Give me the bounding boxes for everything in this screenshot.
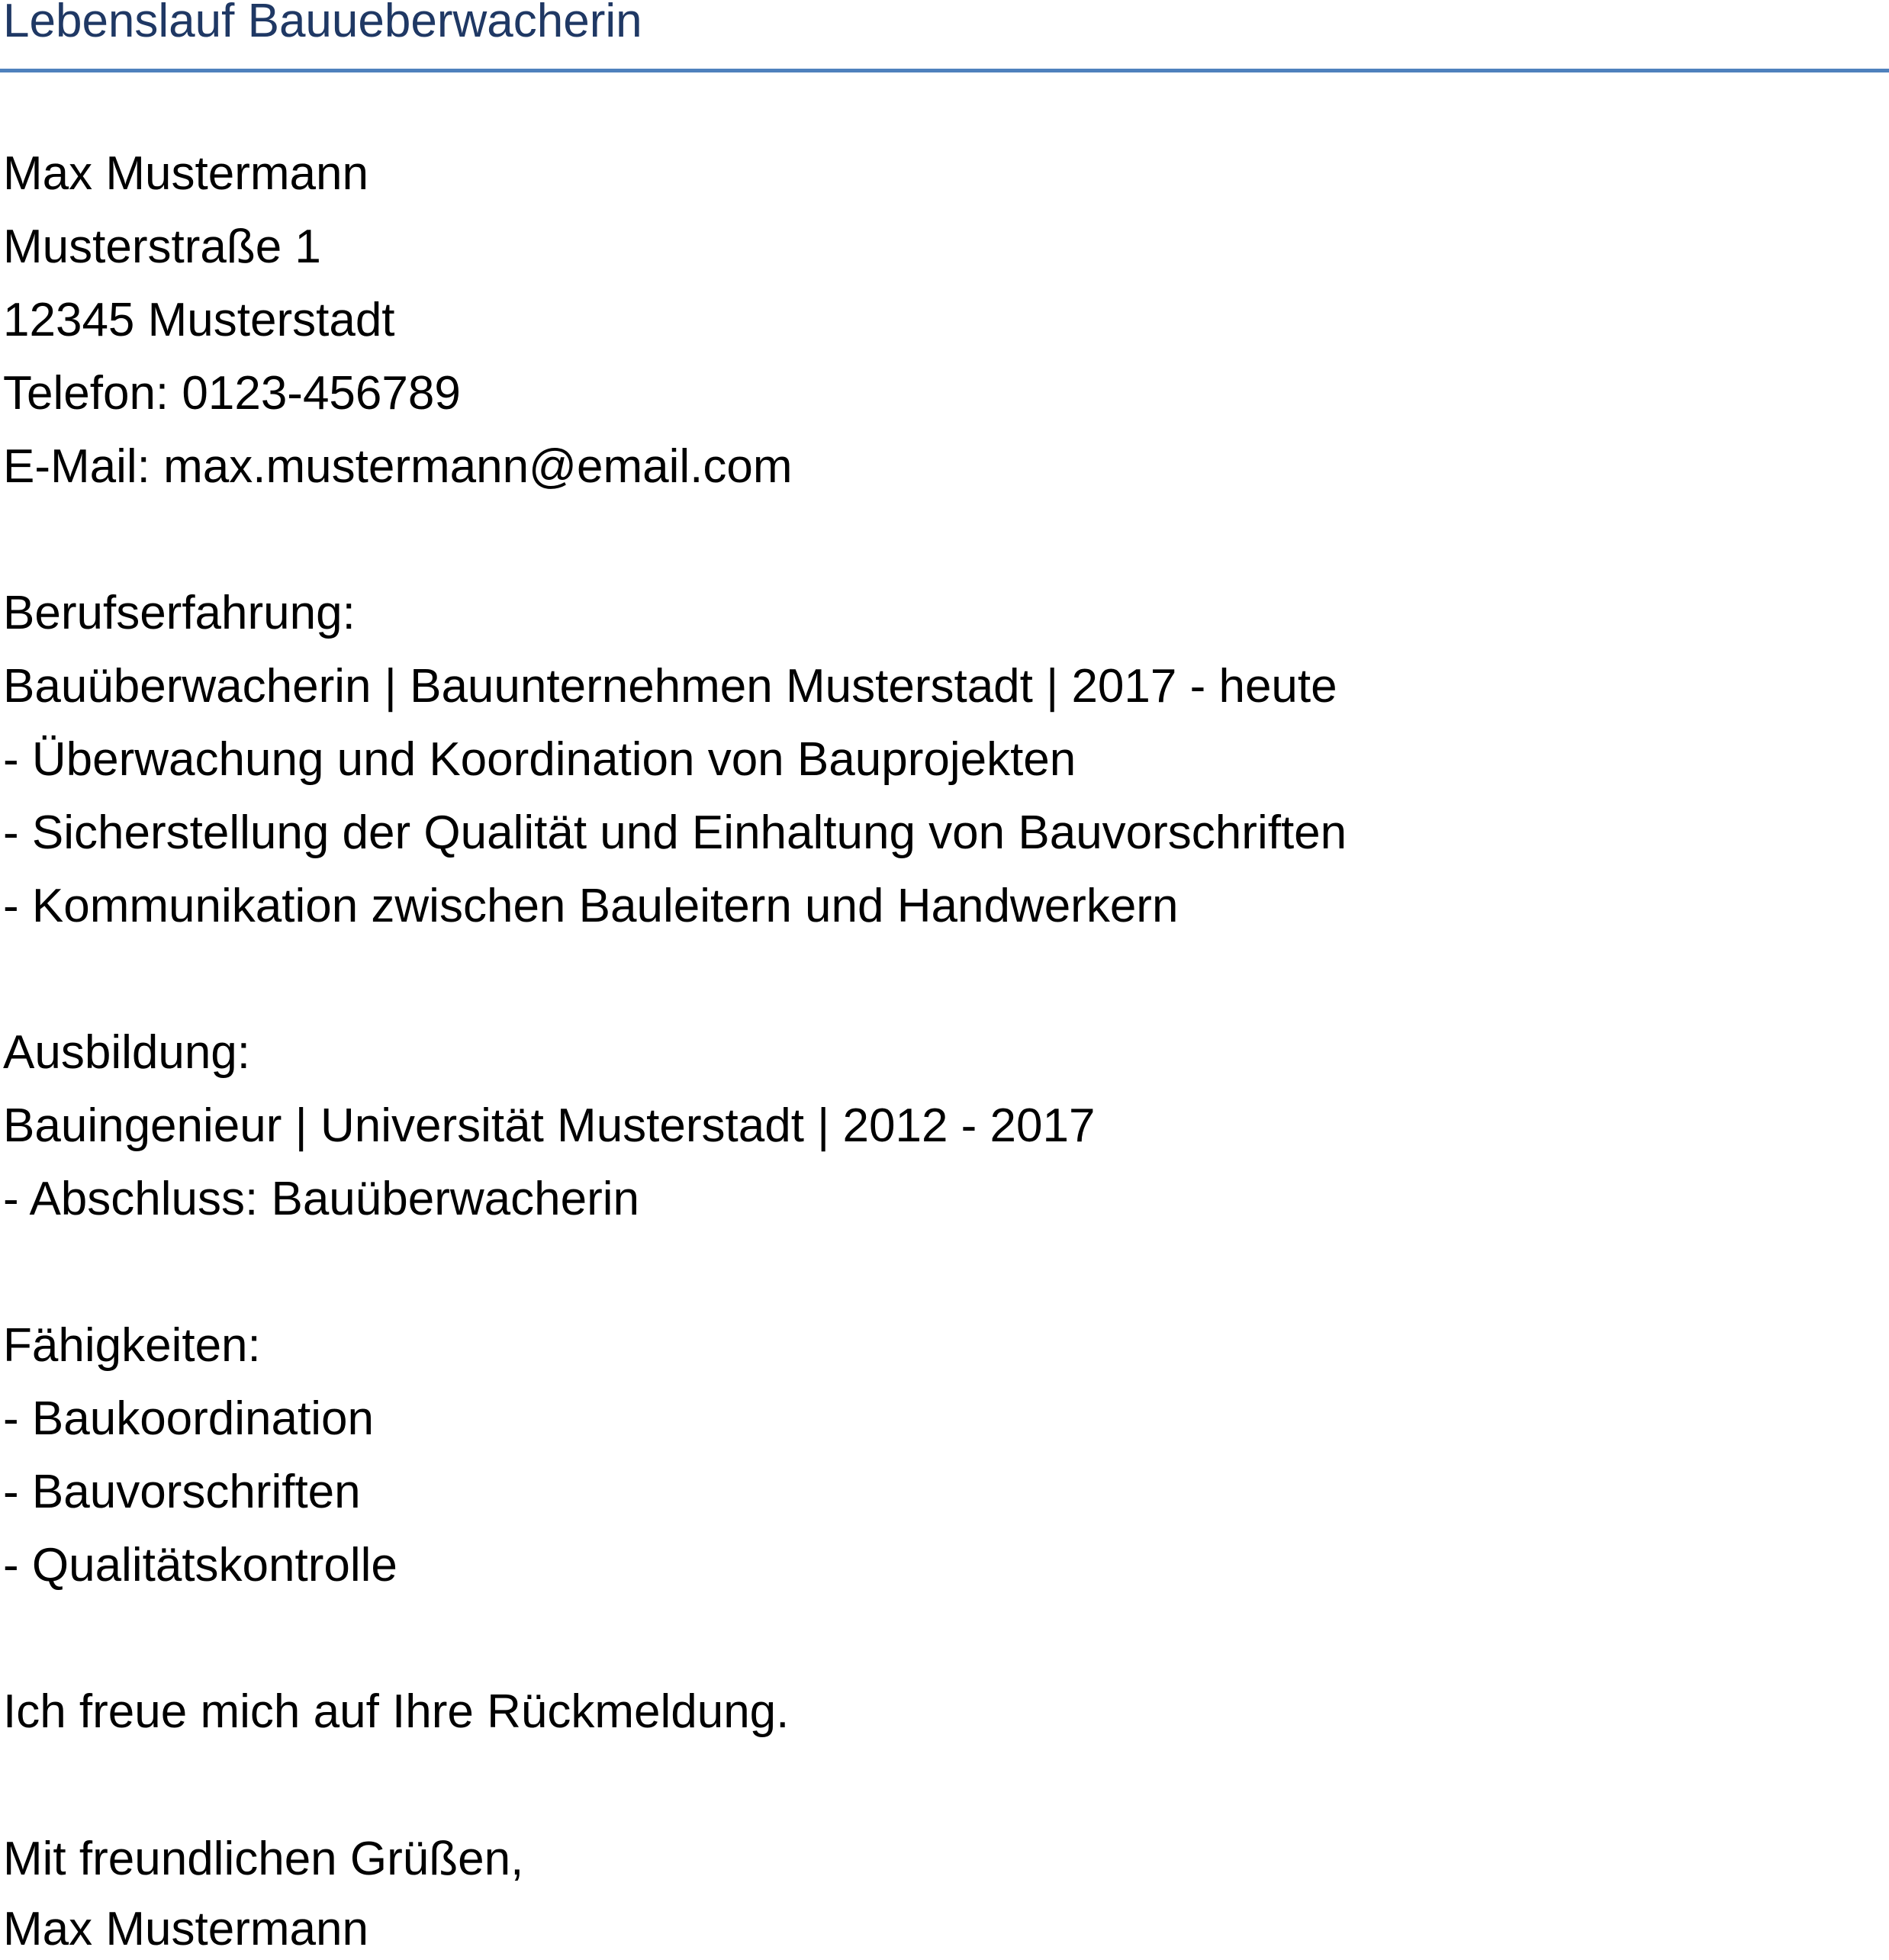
skills-item: - Qualitätskontrolle — [3, 1539, 397, 1591]
experience-heading: Berufserfahrung: — [3, 587, 356, 639]
skills-item: - Bauvorschriften — [3, 1466, 361, 1518]
contact-street: Musterstraße 1 — [3, 220, 321, 273]
experience-bullet: - Kommunikation zwischen Bauleitern und Handwerkern — [3, 880, 1179, 932]
contact-email: E-Mail: max.mustermann@email.com — [3, 440, 793, 493]
skills-heading: Fähigkeiten: — [3, 1319, 261, 1372]
contact-city: 12345 Musterstadt — [3, 294, 395, 346]
contact-phone: Telefon: 0123-456789 — [3, 367, 461, 420]
experience-bullet: - Sicherstellung der Qualität und Einhaltung von Bauvorschriften — [3, 806, 1347, 859]
closing-message: Ich freue mich auf Ihre Rückmeldung. — [3, 1685, 790, 1738]
experience-bullet: - Überwachung und Koordination von Bauprojekten — [3, 733, 1076, 786]
education-bullet: - Abschluss: Bauüberwacherin — [3, 1173, 640, 1225]
experience-position: Bauüberwacherin | Bauunternehmen Musterstadt | 2017 - heute — [3, 660, 1337, 713]
education-degree: Bauingenieur | Universität Musterstadt | 2012 - 2017 — [3, 1099, 1096, 1152]
skills-item: - Baukoordination — [3, 1392, 374, 1445]
closing-salutation: Mit freundlichen Grüßen, — [3, 1833, 524, 1885]
title-underline-rule — [0, 69, 1889, 72]
document-title: Lebenslauf Bauueberwacherin — [3, 0, 642, 47]
contact-name: Max Mustermann — [3, 147, 368, 200]
education-heading: Ausbildung: — [3, 1026, 251, 1079]
signature-name: Max Mustermann — [3, 1903, 368, 1955]
